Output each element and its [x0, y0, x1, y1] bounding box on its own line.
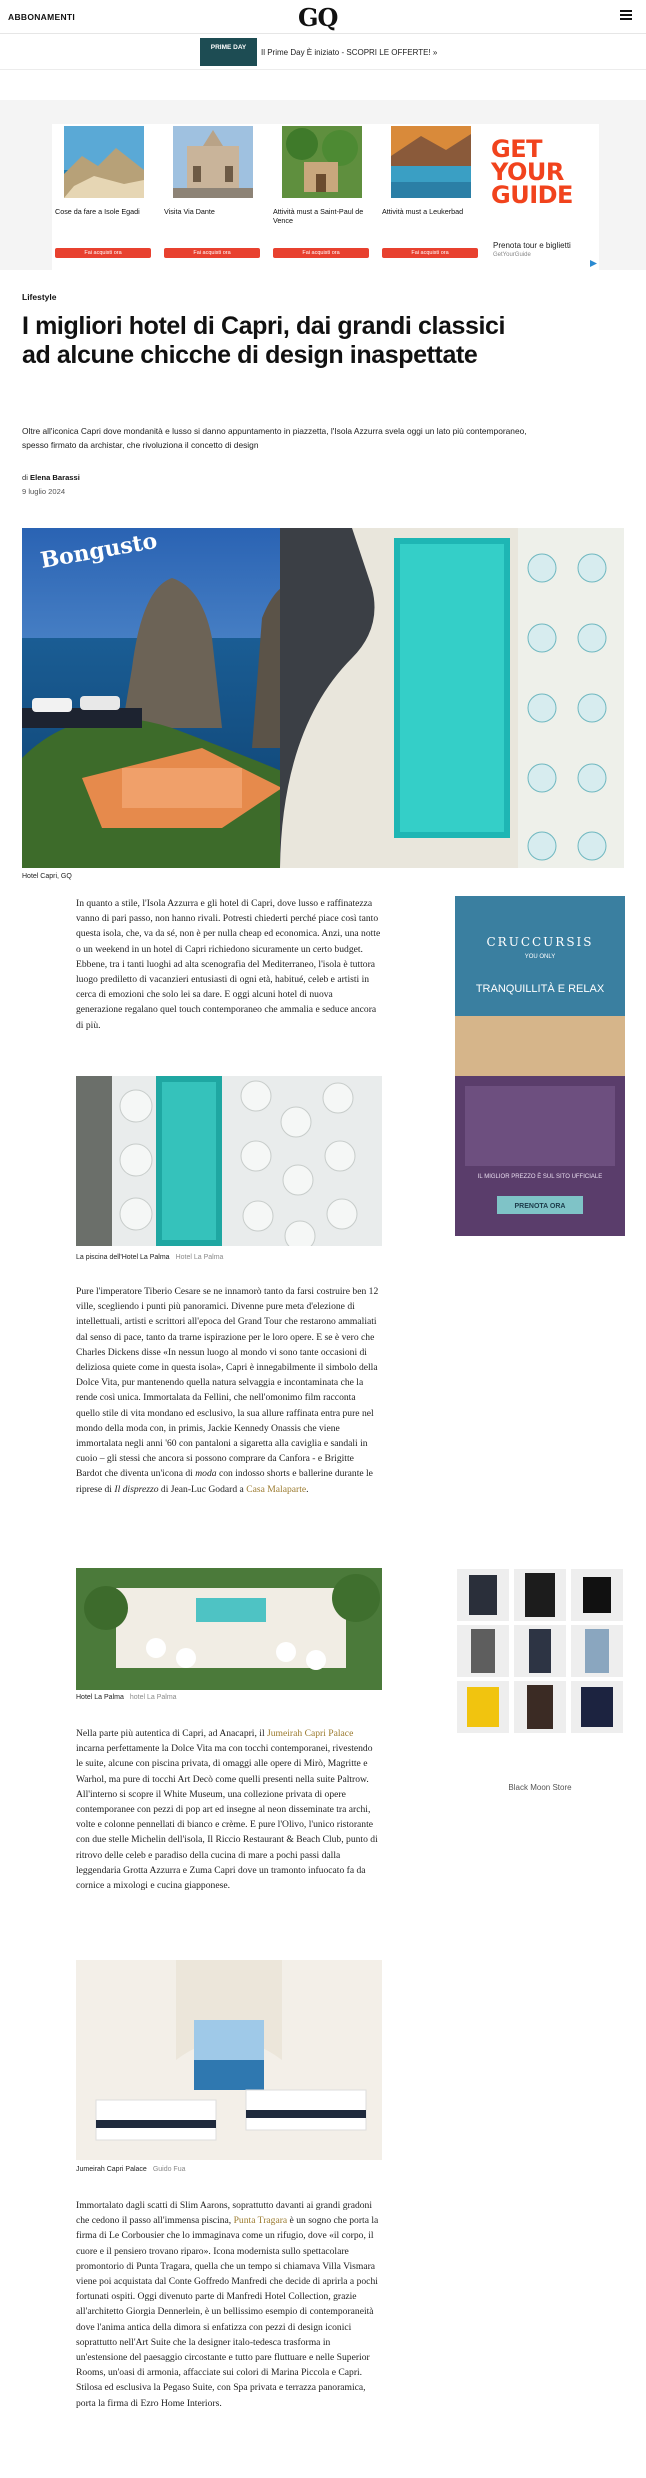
punta-tragara-link[interactable]: Punta Tragara	[233, 2215, 288, 2227]
ad-card-caption: Cose da fare a Isole Egadi	[55, 207, 140, 216]
spa-image	[391, 126, 471, 198]
hotel-ad-cta[interactable]: PRENOTA ORA	[514, 1203, 566, 1210]
paragraph-text: con indosso shorts e ballerine durante le riprese di	[76, 1468, 373, 1495]
hero-caption: Hotel Capri, GQ	[22, 873, 72, 880]
paragraph-text: Pure l'imperatore Tiberio Cesare se ne innamorò tanto da farsi costruire ben 12 ville, scegliendo i punti più panoramici. Divenne pure meta d'elezione di intellettuali, artisti e scrittori all'epoca del Grand Tour che restarono ammaliati dal senso di pace, tanto da trarne ispirazione per le loro opere. E se è vero che Charles Dickens disse «In nessun luogo al mondo vi sono tante occasioni di deliziosa quiete come in questa isola», Capri è innegabilmente il simbolo della Dolce Vita, pur mantenendo quella natura selvaggia e incontaminata che la rende così unica. Immortalata da Fellini, che nell'omonimo film racconta quello stile di vita mondano ed esclusivo, la sua allure raffinata entra pure nel mondo della moda con, in primis, Jackie Kennedy Onassis che viene immortalata negli anni '60 con pantaloni a sigaretta alla caviglia e sandali in cuoio – gli stessi che ancora si possono comprare da Canfora - e Brigitte Bardot che diventa un'icona di	[76, 1286, 379, 1480]
paragraph-text: Nella parte più autentica di Capri, ad Anacapri, il	[76, 1728, 268, 1739]
island-image	[64, 126, 144, 198]
ad-choices-icon[interactable]	[589, 259, 598, 268]
article-title: I migliori hotel di Capri, dai grandi classici ad alcune chicche di design inaspettate	[22, 312, 506, 369]
brand-ad[interactable]	[487, 124, 599, 270]
jumeirah-capri-palace-link[interactable]: Jumeirah Capri Palace	[267, 1728, 354, 1739]
ad-card[interactable]	[52, 124, 156, 256]
hotel-ad-image	[455, 896, 625, 1236]
cathedral-image	[173, 126, 253, 198]
prime-day-badge: PRIME DAY	[200, 38, 257, 66]
hero-image	[22, 528, 624, 868]
casa-malaparte-link[interactable]: Casa Malaparte	[246, 1483, 307, 1495]
section-kicker[interactable]: Lifestyle	[22, 292, 57, 302]
ad-card[interactable]	[161, 124, 265, 256]
italic-text: moda	[195, 1468, 217, 1480]
paragraph-text: Immortalato dagli scatti di Slim Aarons, soprattutto davanti ai grandi gradoni che cedono il passo all'immensa piscina,	[76, 2200, 373, 2227]
paragraph-3	[76, 1726, 381, 1893]
hotel-ad-sub: YOU ONLY	[524, 954, 556, 960]
brand-name: GetYourGuide	[493, 252, 531, 258]
ad-card-caption: Visita Via Dante	[164, 207, 215, 216]
figure-2-caption	[76, 1694, 177, 1701]
film-title: Il disprezzo	[114, 1483, 159, 1495]
figure-la-palma-pool	[76, 1076, 382, 1246]
caption-credit: hotel La Palma	[129, 1694, 177, 1701]
paragraph-text: incarna perfettamente la Dolce Vita ma con tocchi contemporanei, rivestendo le suite, alcune con piscina privata, di omaggi alle opere di Mirò, Magritte e Warhol, ma pure di tocchi Art Decò come quelli presenti nella suite Paltrow. All'interno si scopre il White Museum, una collezione privata di opere contemporanee con pezzi di pop art ed insegne al neon disseminate tra archi, volte e colonne pennellati di bianco e crème. E pure l'Olivo, l'unico ristorante con due stelle Michelin dell'isola, Il Riccio Restaurant & Beach Club, punto di ritrovo delle celeb e paradiso della cucina di mare a pochi passi dalla leggendaria Grotta Azzurra e Zuma Capri dove un tramonto infuocato fa da cornice a mixologi e cucina giapponese.	[76, 1743, 378, 1892]
hotel-ad-brand: CRUCCURSIS	[486, 935, 594, 949]
promo-text[interactable]: Il Prime Day È iniziato - SCOPRI LE OFFERTE! »	[261, 48, 438, 57]
paragraph-2	[76, 1284, 381, 1497]
gq-logo[interactable]: GQ	[298, 3, 338, 32]
shop-now-button[interactable]: Fai acquisti ora	[55, 248, 151, 258]
promo-banner[interactable]	[0, 34, 646, 70]
clothing-ad-caption[interactable]: Black Moon Store	[508, 1783, 572, 1792]
ad-card-caption: Attività must a Saint-Paul de Vence	[273, 207, 364, 225]
caption-text: Hotel La Palma	[76, 1694, 124, 1701]
menu-icon[interactable]	[620, 10, 632, 22]
article-dek: Oltre all'iconica Capri dove mondanità e lusso si danno appuntamento in piazzetta, l'Isola Azzurra svela oggi un lato più contemporaneo, spesso firmato da archistar, che rivoluziona il concetto di design	[22, 426, 527, 450]
shop-now-button[interactable]: Fai acquisti ora	[382, 248, 478, 258]
subscribe-link[interactable]: ABBONAMENTI	[8, 12, 76, 22]
top-bar	[0, 0, 646, 34]
hotel-ad-offer: IL MIGLIOR PREZZO È SUL SITO UFFICIALE	[477, 1174, 603, 1180]
figure-1-caption	[76, 1254, 223, 1261]
caption-text: La piscina dell'Hotel La Palma	[76, 1254, 170, 1261]
ad-card[interactable]	[379, 124, 483, 256]
byline-prefix: di	[22, 473, 28, 482]
shop-now-button[interactable]: Fai acquisti ora	[164, 248, 260, 258]
caption-credit: Guido Fua	[152, 2166, 186, 2173]
clothing-grid-image	[455, 1567, 625, 1792]
ad-card-caption: Attività must a Leukerbad	[382, 207, 464, 216]
byline	[22, 473, 80, 482]
hero-sign-text: Bongusto	[38, 528, 160, 574]
paragraph-text: è un sogno che porta la firma di Le Corbousier che lo immaginava come un rifugio, dove «il corpo, il cuore e il pensiero trovano riparo». Icona modernista sullo spettacolare promontorio di Punta Tragara, quella che un tempo si chiamava Villa Vismara viene poi acquistata dal Conte Goffredo Manfredi che decide di aprirla a pochi fortunati ospiti. Oggi divenuto parte di Manfredi Hotel Collection, grazie all'architetto Giorgia Dennerlein, è un bellissimo esempio di contemporaneità dove l'anima antica della dimora si enfatizza con pezzi di design iconici soprattutto nell'Art Suite che la designer italo-tedesca trasforma in un'estensione del paesaggio circostante e tutto pare fluttuare e nelle Superior Rooms, un'oasi di armonia, affacciate sui colori di Marina Piccola e Capri. Stilosa ed esclusiva la Pegaso Suite, con Spa privata e terrazza panoramica, porta la firma di Ezro Home Interiors.	[76, 2215, 379, 2409]
figure-jumeirah-suite	[76, 1960, 382, 2160]
author-link[interactable]: Elena Barassi	[30, 473, 80, 482]
figure-la-palma-terrace	[76, 1568, 382, 1690]
publish-date: 9 luglio 2024	[22, 487, 66, 496]
hotel-sidebar-ad[interactable]	[455, 896, 625, 1236]
brand-headline: GET YOUR GUIDE	[491, 135, 573, 209]
ad-card[interactable]	[270, 124, 374, 256]
getyourguide-ad[interactable]	[52, 124, 599, 270]
paragraph-1: In quanto a stile, l'Isola Azzurra e gli hotel di Capri, dove lusso e raffinatezza vanno di pari passo, non hanno rivali. Potresti chiederti perché piace così tanto questa isola, che, va da sé, non è per nulla cheap ed economica. Anzi, una notte o un weekend in un hotel di Capri richiedono sicuramente un certo budget. Ebbene, tra i tanti luoghi ad alta scenografia del Mediterraneo, l'isola è tuttora luogo prediletto di vacanzieri entusiasti di ogni età, habitué, celeb e artisti in cerca di emozioni che solo lei sa dare. E oggi alcuni hotel di nuova generazione regalano quel touch contemporaneo che ammalia e seduce ancora di più.	[76, 898, 381, 1031]
brand-tagline: Prenota tour e biglietti	[493, 241, 571, 250]
caption-text: Jumeirah Capri Palace	[76, 2166, 147, 2173]
village-image	[282, 126, 362, 198]
paragraph-text: .	[306, 1483, 309, 1495]
paragraph-4	[76, 2198, 381, 2411]
figure-3-caption	[76, 2166, 186, 2173]
shop-now-button[interactable]: Fai acquisti ora	[273, 248, 369, 258]
clothing-sidebar-ad[interactable]	[455, 1567, 625, 1792]
caption-credit: Hotel La Palma	[175, 1254, 224, 1261]
hotel-ad-headline: TRANQUILLITÀ E RELAX	[475, 983, 605, 995]
paragraph-text: di Jean-Luc Godard a	[158, 1483, 247, 1495]
